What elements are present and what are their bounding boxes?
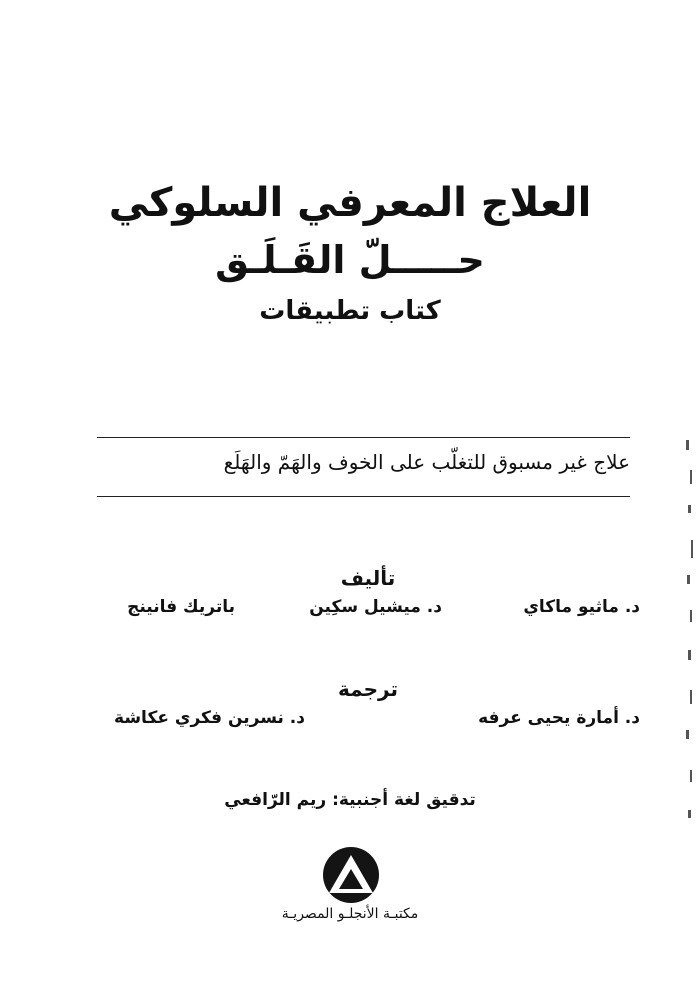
publisher-name: مكتبـة الأنجلـو المصريـة — [281, 906, 419, 922]
author-name: د. ماثيو ماكاي — [523, 597, 640, 617]
translator-name: د. نسرين فكري عكاشة — [114, 708, 305, 728]
translators-heading: ترجمة — [338, 677, 398, 701]
book-title: العلاج المعرفي السلوكي — [108, 180, 592, 226]
author-name: د. ميشيل سكِين — [309, 597, 442, 617]
book-subtitle-secondary: كتاب تطبيقات — [259, 296, 441, 326]
authors-heading: تأليف — [340, 566, 396, 590]
bottom-divider — [97, 496, 630, 497]
triangle-in-circle-icon — [316, 845, 386, 905]
book-subtitle: حـــــلّ القَـلَـق — [215, 238, 485, 282]
top-divider — [97, 437, 630, 438]
author-name: باتريك فانينج — [127, 597, 235, 617]
book-tagline: علاج غير مسبوق للتغلّب على الخوف والهَمّ والهَلَع — [223, 450, 630, 474]
language-reviewer: تدقيق لغة أجنبية: ريم الرّافعي — [224, 790, 476, 810]
translator-name: د. أمارة يحيى عرفه — [478, 708, 640, 728]
